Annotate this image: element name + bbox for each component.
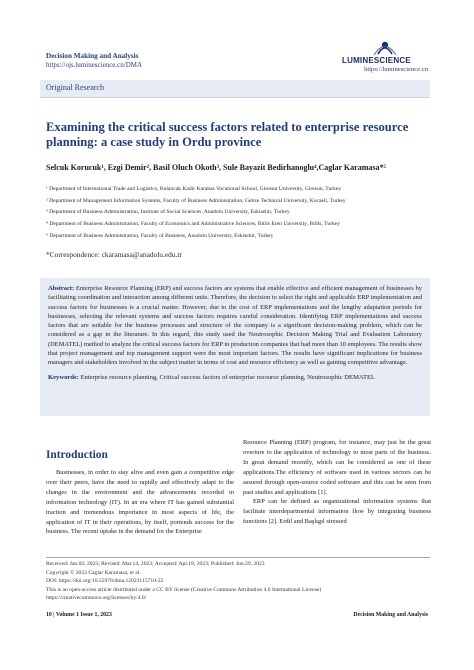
keywords-label: Keywords: (48, 374, 79, 381)
publication-footnote (46, 560, 430, 603)
footnote-divider (46, 557, 430, 558)
abstract-label: Abstract: (48, 285, 75, 292)
logo-mark-icon (370, 40, 400, 56)
affiliation-item: ³ Department of Business Administration, Institute of Social Sciences, Anadolu University, Eskisehir, Turkey (46, 209, 290, 216)
affiliation-item: ² Department of Management Information Systems, Faculty of Business Administration, Gebze Technical University, Kocaeli, Turkey (46, 197, 346, 204)
journal-name: Decision Making and Analysis (46, 52, 139, 60)
article-title: Examining the critical success factors related to enterprise resource planning: a case study in Ordu province (46, 120, 409, 149)
footnote-doi[interactable]: DOI: https://doi.org/10.55976/dma.12023115710-22 (46, 578, 164, 585)
journal-header (46, 52, 142, 70)
article-type-band (40, 80, 430, 98)
body-paragraph: Businesses, in order to stay alive and even gain a competitive edge over their peers, have the need to rapidly and effectively adapt to the changes in the environment and the advancements recorded in information technology (IT). In an era where IT has gained substantial traction and tremendous importance in most aspects of life, the application of IT in their operations, by itself, portends success for the business. The recent uptake in the demand for the Enterprise (46, 469, 234, 536)
abstract (48, 284, 422, 368)
footnote-line: Received: Jan.02, 2023; Revised: Mar.14, 2023; Accepted: Apr.18, 2023; Published: Jun.29, 2023 (46, 561, 265, 567)
body-column-right (243, 438, 431, 527)
section-heading-introduction: Introduction (46, 449, 108, 461)
body-paragraph: ERP can be defined as organizational information systems that facilitate interdepartmental information flow by integrating business functions [2]. Erdil and Başlıgıl stressed (243, 498, 431, 526)
logo-text: LUMINESCIENCE (342, 56, 411, 65)
abstract-text: Enterprise Resource Planning (ERP) and success factors are systems that enable effective and efficient management of businesses by facilitating coordination and interaction among different units. Therefore, the decision to select the right and applicable ERP implementation and success factors for businesses is a crucial matter. However, due to the cost of ERP implementations and the lengthy adaptation periods for businesses, selecting the relevant systems and success factors requires careful consideration. Identifying ERP implementations and success factors that are suitable for the business processes and structure of the company is a significant decision-making problem, which can be considered as a gap in the literature. In this regard, this study used the Neutrosophic Decision Making Trial and Evaluation Laboratory (DEMATEL) method to analyze the critical success factors for ERP in production companies that had more than 10 employees. The results show that project management and top management support were the most important factors. The results have significant implications for business managers and stakeholders involved in the subject matter in terms of cost and resource efficiency as well as gaining competitive advantage. (48, 285, 423, 367)
author-list: Selcuk Korucuk¹, Ezgi Demir², Basil Oluch Okoth³, Sule Bayazit Bedirhanoglu⁴,Caglar Karamasa*⁵ (46, 163, 386, 172)
affiliation-item: ¹ Department of International Trade and Logistics, Bulancak Kadir Karabas Vocational School, Giresun University, Giresun, Turkey (46, 186, 342, 192)
affiliation-item: ⁵ Department of Business Administration, Faculty of Business, Anadolu University, Eskisehir, Turkey (46, 232, 274, 239)
affiliation-item: ⁴ Department of Business Administration, Faculty of Economics and Administrative Sciences, Bitlis Eren University, Bitlis, Turkey (46, 221, 341, 228)
publisher-url[interactable]: https://luminescience.cn (364, 66, 428, 73)
correspondence[interactable]: *Correspondence: ckaramasa@anadolu.edu.tr (46, 250, 182, 259)
footnote-license-link[interactable]: https://creativecommons.org/licenses/by/4.0/ (46, 595, 147, 602)
footnote-line: Copyright © 2023 Caglar Karamasa, et al. (46, 569, 141, 576)
publisher-logo (342, 40, 428, 74)
body-column-left (46, 468, 234, 537)
footnote-line: This is an open-access article distributed under a CC BY license (Creative Commons Attribution 4.0 International License) (46, 586, 322, 593)
affiliation-list (46, 184, 436, 243)
keywords-text: Enterprise resource planning, Critical success factors of enterprise resource planning, Neutrosophic DEMATEL (80, 374, 376, 381)
body-paragraph: Resource Planning (ERP) program, for instance, may just be the great overture to the application of technology to most parts of the business. In great demand recently, which can be considered as one of these applications.The efficiency of software used in various sectors can be assured through open-source coded software and this can be seen from past studies and applications [1]. (243, 439, 431, 496)
keywords (48, 373, 422, 382)
abstract-box (40, 278, 430, 416)
article-type: Original Research (46, 83, 104, 92)
journal-url[interactable]: https://ojs.luminescience.cn/DMA (46, 61, 143, 69)
page-footer-left: 10 | Volume 1 Issue 1, 2023 (46, 612, 112, 618)
page-footer-right: Decision Making and Analysis (353, 612, 428, 618)
